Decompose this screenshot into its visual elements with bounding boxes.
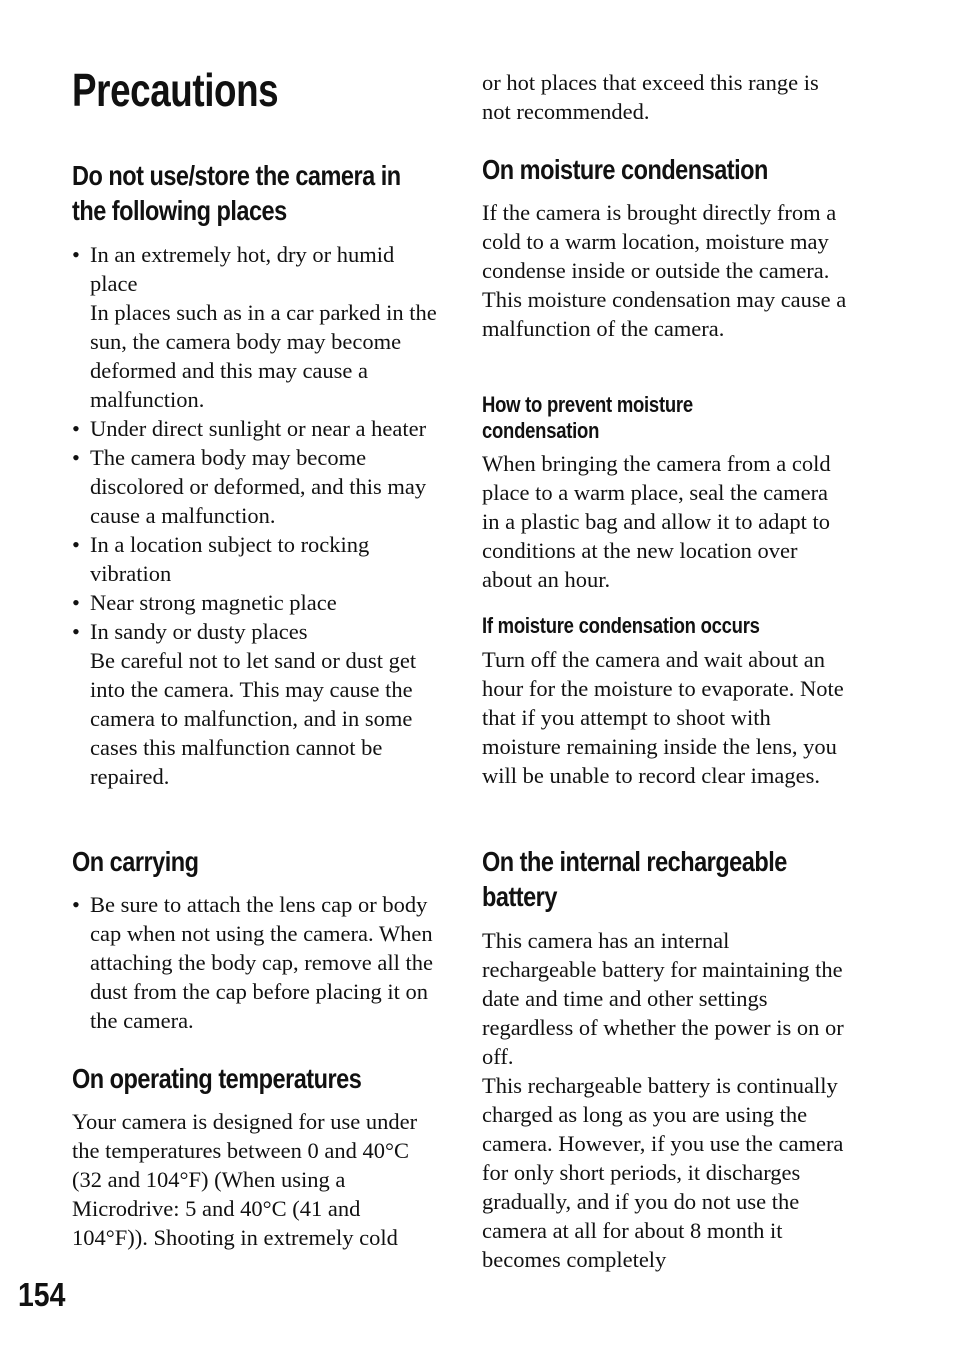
list-item-text: In an extremely hot, dry or humid place <box>90 242 395 296</box>
list-item-text: Near strong magnetic place <box>90 590 337 615</box>
battery-paragraph: This rechargeable battery is continually charged as long as you are using the camera. However, if you use the camera for only short periods, it discharges gradually, and if you do not use the camera at all for about 8 month it becomes completely <box>482 1073 844 1272</box>
list-item-note: Be careful not to let sand or dust get into the camera. This may cause the camera to malfunction, and in some cases this malfunction cannot be repaired. <box>90 648 417 789</box>
continued-text: or hot places that exceed this range is not recommended. <box>482 70 819 124</box>
list-item <box>72 443 438 530</box>
page-title: Precautions <box>72 64 279 116</box>
list-item <box>72 617 438 791</box>
occurs-body: Turn off the camera and wait about an hour for the moisture to evaporate. Note that if you attempt to shoot with moisture remaining inside the lens, you will be unable to record clear images. <box>482 647 844 788</box>
list-item <box>72 530 438 588</box>
battery-body <box>482 926 848 1274</box>
list-item <box>72 414 438 443</box>
section-heading-battery <box>482 844 852 914</box>
heading-line: Do not use/store the camera in <box>72 160 401 191</box>
prevent-body: When bringing the camera from a cold place to a warm place, seal the camera in a plastic bag and allow it to adapt to conditions at the new location over about an hour. <box>482 451 831 592</box>
subheading-prevent <box>482 392 852 444</box>
section-heading-carrying: On carrying <box>72 846 199 877</box>
heading-line: On the internal rechargeable <box>482 846 787 877</box>
section-heading-places <box>72 158 442 228</box>
page-number: 154 <box>18 1276 66 1313</box>
list-item-text: In a location subject to rocking vibration <box>90 532 370 586</box>
list-item <box>72 588 438 617</box>
temperatures-body: Your camera is designed for use under the temperatures between 0 and 40°C (32 and 104°F) (When using a Microdrive: 5 and 40°C (41 and 104°F)). Shooting in extremely cold <box>72 1109 418 1250</box>
battery-paragraph: This camera has an internal rechargeable battery for maintaining the date and time and other settings regardless of whether the power is on or off. <box>482 928 844 1069</box>
heading-line: battery <box>482 881 557 912</box>
subheading-line: How to prevent moisture <box>482 392 693 417</box>
subheading-line: condensation <box>482 418 600 443</box>
carrying-list <box>72 890 438 1035</box>
list-item <box>72 890 438 1035</box>
list-item <box>72 240 438 414</box>
list-item-text: The camera body may become discolored or deformed, and this may cause a malfunction. <box>90 445 427 528</box>
section-heading-temperatures: On operating temperatures <box>72 1063 362 1094</box>
list-item-text: Be sure to attach the lens cap or body cap when not using the camera. When attaching the body cap, remove all the dust from the cap before placing it on the camera. <box>90 892 433 1033</box>
subheading-occurs: If moisture condensation occurs <box>482 613 760 638</box>
condensation-body: If the camera is brought directly from a cold to a warm location, moisture may condense inside or outside the camera. This moisture condensation may cause a malfunction of the camera. <box>482 200 847 341</box>
list-item-text: In sandy or dusty places <box>90 619 308 644</box>
places-list <box>72 240 438 791</box>
list-item-text: Under direct sunlight or near a heater <box>90 416 427 441</box>
list-item-note: In places such as in a car parked in the sun, the camera body may become deformed and this may cause a malfunction. <box>90 300 437 412</box>
heading-line: the following places <box>72 195 287 226</box>
section-heading-condensation: On moisture condensation <box>482 154 768 185</box>
